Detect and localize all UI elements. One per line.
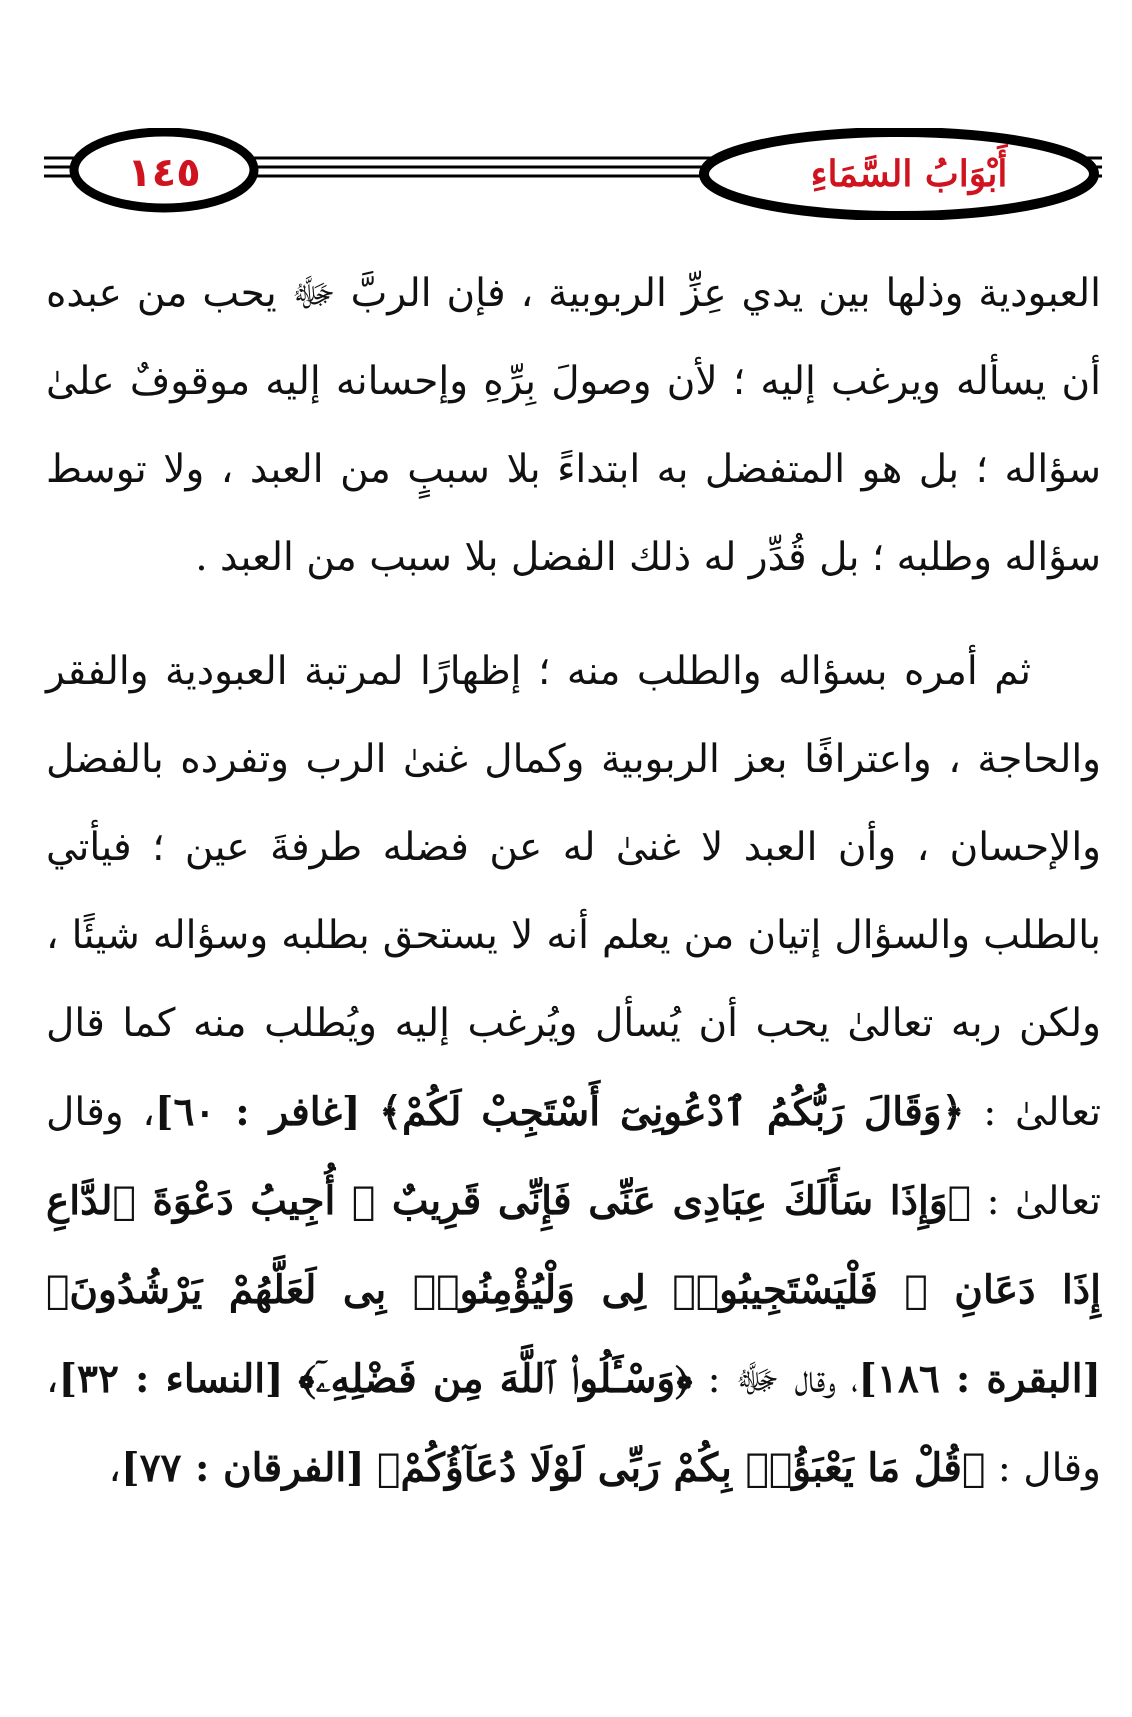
verse-open-bracket: ﴿ [941,1089,965,1135]
paragraph-end: ، [108,1446,122,1491]
paragraph-1: العبودية وذلها بين يدي عِزِّ الربوبية ، فإن الربَّ ﷻ يحب من عبده أن يسأله ويرغب إليه ؛ لأن وصولَ بِرِّهِ وإحسانه إليه موقوفٌ علىٰ سؤاله ؛ بل هو المتفضل به ابتداءً بلا سببٍ من العبد ، ولا توسط سؤاله وطلبه ؛ بل قُدِّر له ذلك الفضل بلا سبب من العبد . [46,271,1101,580]
paragraph-2-intro: ثم أمره بسؤاله والطلب منه ؛ إظهارًا لمرتبة العبودية والفقر والحاجة ، واعترافًا بعز الربوبية وكمال غنىٰ الرب وتفرده بالفضل والإحسان ، وأن العبد لا غنىٰ له عن فضله طرفةَ عين ؛ فيأتي بالطلب والسؤال إتيان من يعلم أنه لا يستحق بطلبه وسؤاله شيئًا ، ولكن ربه تعالىٰ يحب أن يُسأل ويُرغب إليه ويُطلب منه كما قال تعالىٰ : [46,649,1101,1135]
connector-1: ، وقال تعالىٰ : [46,1090,1101,1224]
quran-verse-3: وَسْـَٔلُوا۟ ٱللَّهَ مِن فَضْلِهِۦٓ [315,1356,676,1402]
verse-close-bracket: ﴾ [377,1445,401,1491]
verse-close-bracket: ﴾ [379,1089,403,1135]
page-number: ١٤٥ [127,150,201,196]
quran-verse-4: قُلْ مَا يَعْبَؤُا۟ بِكُمْ رَبِّى لَوْلَا دُعَآؤُكُمْ [400,1445,962,1491]
verse-open-bracket: ﴿ [947,1178,972,1224]
quran-verse-1: وَقَالَ رَبُّكُمُ ٱدْعُونِىٓ أَسْتَجِبْ لَكُمْ [402,1089,942,1135]
page-body [46,250,1101,1513]
connector-2: ، وقال ﷻ : [707,1357,859,1402]
verse-reference-3: [النساء : ٣٢] [58,1356,284,1402]
quran-verse-2: وَإِذَا سَأَلَكَ عِبَادِى عَنِّى فَإِنِّى قَرِيبٌ ۖ أُجِيبُ دَعْوَةَ ٱلدَّاعِ إِذَا دَعَانِ ۖ فَلْيَسْتَجِيبُوا۟ لِى وَلْيُؤْمِنُوا۟ بِى لَعَلَّهُمْ يَرْشُدُونَ [46,1178,1101,1313]
verse-reference-1: [غافر : ٦٠] [155,1089,361,1135]
page-header [44,128,1102,220]
verse-close-bracket: ﴾ [46,1267,70,1313]
verse-reference-4: [الفرقان : ٧٧] [121,1445,365,1491]
chapter-title: أَبْوَابُ السَّمَاءِ [810,153,1008,195]
verse-open-bracket: ﴿ [675,1356,693,1402]
verse-reference-2: [البقرة : ١٨٦] [858,1356,1101,1402]
connector-3: ، وقال : [46,1357,1101,1491]
verse-close-bracket: ﴾ [298,1356,316,1402]
verse-open-bracket: ﴿ [961,1445,986,1491]
paragraph-2 [46,628,1101,1513]
